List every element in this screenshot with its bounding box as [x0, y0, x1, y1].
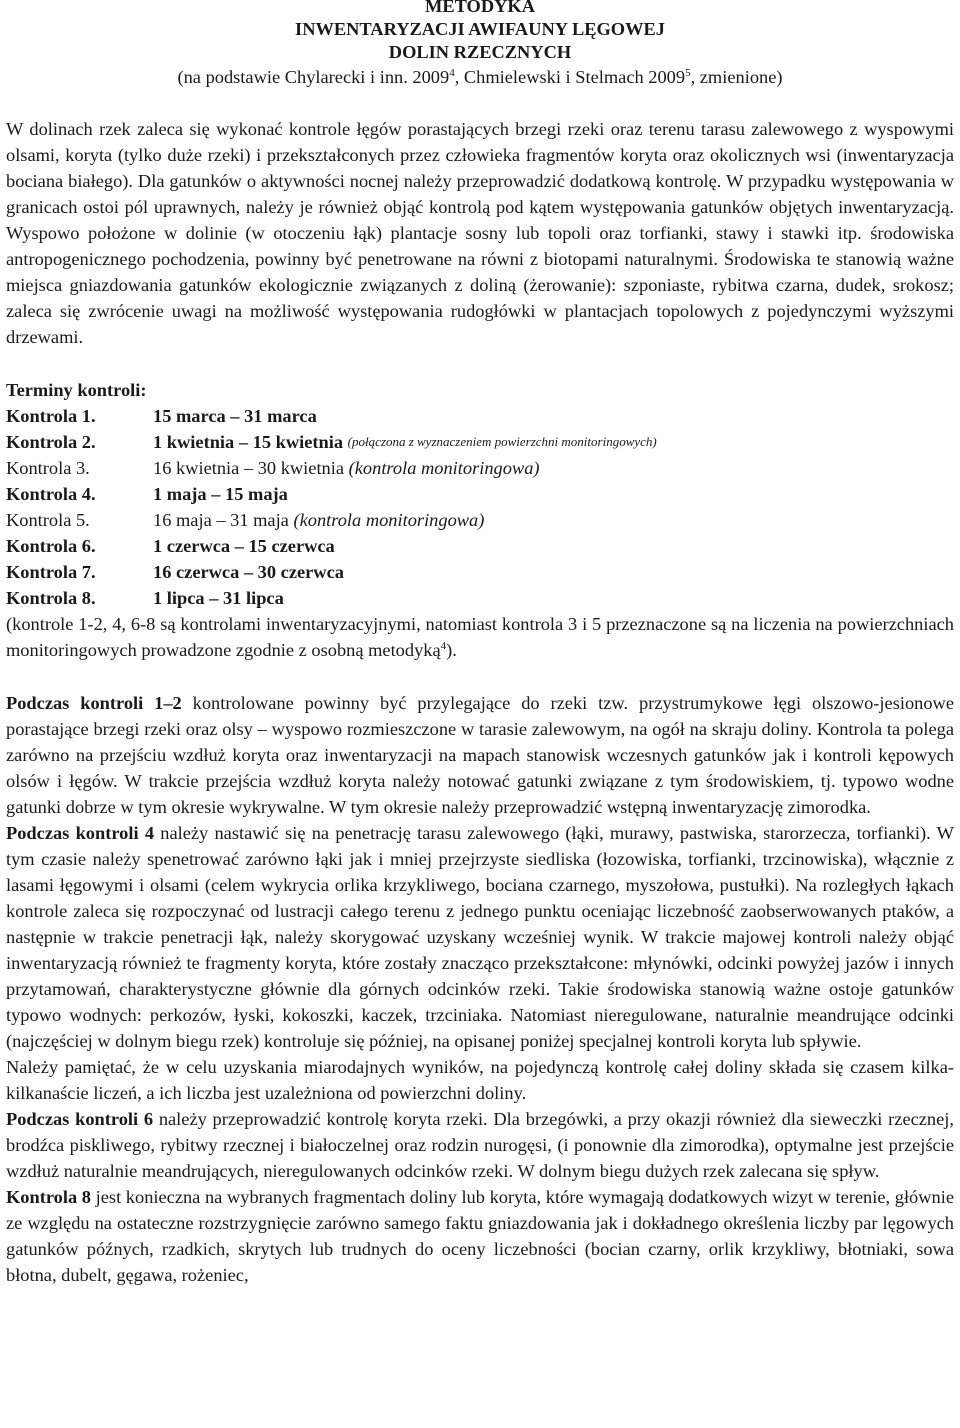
section-lead: Podczas kontroli 6	[6, 1109, 154, 1129]
summary-text: ).	[446, 640, 457, 660]
subtitle-text: (na podstawie Chylarecki i inn. 2009	[177, 67, 450, 87]
control-dates: 15 marca – 31 marca	[153, 406, 317, 426]
control-dates: 1 kwietnia – 15 kwietnia	[153, 432, 344, 452]
control-dates: 1 czerwca – 15 czerwca	[153, 536, 335, 556]
intro-paragraph: W dolinach rzek zaleca się wykonać kontrole łęgów porastających brzegi rzeki oraz terenu tarasu zalewowego z wyspowymi olsami, koryta (tylko duże rzeki) i przekształconych przez człowieka fragmentów koryta oraz okolicznych wsi (inwentaryzacja bociana białego). Dla gatunków o aktywności nocnej należy przeprowadzić dodatkową kontrolę. W przypadku występowania w granicach ostoi pól uprawnych, należy je również objąć kontrolą pod kątem występowania gatunków objętych inwentaryzacją. Wyspowo położone w dolinie (w otoczeniu łąk) plantacje sosny lub topoli oraz torfianki, stawy i stawki itp. środowiska antropogenicznego pochodzenia, powinny być penetrowane na równi z biotopami naturalnymi. Środowiska te stanowią ważne miejsca gniazdowania gatunków ekologicznie związanych z doliną (żerowanie): szponiaste, rybitwa czarna, dudek, srokosz; zaleca się zwrócenie uwagi na możliwość występowania rudogłówki w plantacjach topolowych z pojedynczymi wyższymi drzewami.	[6, 119, 954, 347]
control-label: Kontrola 4.	[6, 484, 96, 504]
control-dates: 16 kwietnia – 30 kwietnia	[153, 458, 345, 478]
section-paragraph	[6, 690, 954, 820]
section-lead: Podczas kontroli 4	[6, 823, 155, 843]
section-paragraph	[6, 1106, 954, 1184]
control-label: Kontrola 8.	[6, 588, 96, 608]
control-label: Kontrola 7.	[6, 562, 96, 582]
control-dates: 1 lipca – 31 lipca	[153, 588, 284, 608]
control-dates: 16 czerwca – 30 czerwca	[153, 562, 344, 582]
control-label: Kontrola 6.	[6, 536, 96, 556]
control-term-row	[6, 559, 954, 585]
terms-summary	[6, 611, 954, 663]
section-lead: Podczas kontroli 1–2	[6, 693, 182, 713]
control-note: (kontrola monitoringowa)	[293, 510, 485, 530]
control-label: Kontrola 3.	[6, 458, 90, 478]
subtitle-text: , Chmielewski i Stelmach 2009	[454, 67, 686, 87]
control-term-row	[6, 585, 954, 611]
title-line: INWENTARYZACJI AWIFAUNY LĘGOWEJ	[295, 19, 665, 39]
title-line: METODYKA	[424, 0, 535, 16]
control-term-row	[6, 481, 954, 507]
section-text: jest konieczna na wybranych fragmentach doliny lub koryta, które wymagają dodatkowych wizyt w terenie, głównie ze względu na ostateczne rozstrzygnięcie zarówno samego faktu gniazdowania jak i dokładnego określenia liczby par lęgowych gatunków późnych, rzadkich, skrytych lub trudnych do oceny liczebności (bocian czarny, orlik krzykliwy, błotniaki, sowa błotna, dubelt, gęgawa, rożeniec,	[6, 1187, 955, 1285]
footnote-ref: 5	[685, 66, 691, 79]
section-paragraph	[6, 820, 954, 1054]
control-term-row	[6, 455, 954, 481]
control-term-row	[6, 507, 954, 533]
section-text: Należy pamiętać, że w celu uzyskania miarodajnych wyników, na pojedynczą kontrolę całej doliny składa się czasem kilka-kilkanaście liczeń, a ich liczba jest uzależniona od powierzchni doliny.	[6, 1057, 954, 1103]
document-subtitle	[6, 64, 954, 90]
control-term-row	[6, 429, 954, 455]
control-label: Kontrola 5.	[6, 510, 90, 530]
terms-list	[6, 403, 954, 611]
title-line: DOLIN RZECZNYCH	[388, 42, 572, 62]
document-title	[6, 0, 954, 64]
footnote-ref: 4	[449, 66, 455, 79]
terms-heading: Terminy kontroli:	[6, 380, 147, 400]
summary-text: (kontrole 1-2, 4, 6-8 są kontrolami inwentaryzacyjnymi, natomiast kontrola 3 i 5 przeznaczone są na liczenia na powierzchniach monitoringowych prowadzone zgodnie z osobną metodyką	[6, 614, 954, 660]
footnote-ref: 4	[440, 639, 447, 652]
section-text: należy przeprowadzić kontrolę koryta rzeki. Dla brzegówki, a przy okazji również dla sieweczki rzecznej, brodźca piskliwego, rybitwy rzecznej i białoczelnej oraz rodzin nurogęsi, (i ponownie dla zimorodka), optymalne jest przejście wzdłuż naturalnie meandrujących, nieregulowanych odcinków rzeki. W dolnym biegu dużych rzek zalecana się spływ.	[6, 1109, 954, 1181]
section-paragraph	[6, 1184, 954, 1288]
section-paragraph	[6, 1054, 954, 1106]
document-page	[6, 0, 954, 1288]
control-term-row	[6, 533, 954, 559]
control-dates: 1 maja – 15 maja	[153, 484, 288, 504]
control-term-row	[6, 403, 954, 429]
sections	[6, 690, 954, 1288]
control-dates: 16 maja – 31 maja	[153, 510, 289, 530]
control-label: Kontrola 2.	[6, 432, 96, 452]
control-note: (połączona z wyznaczeniem powierzchni monitoringowych)	[347, 434, 657, 449]
control-label: Kontrola 1.	[6, 406, 96, 426]
section-text: kontrolowane powinny być przylegające do rzeki tzw. przystrumykowe łęgi olszowo-jesionowe porastające brzegi rzeki oraz olsy – wyspowo rozmieszczone w tarasie zalewowym, na ogół na skraju doliny. Kontrola ta polega zarówno na przejściu wzdłuż koryta oraz inwentaryzacji na mapach stanowisk wczesnych gatunków jak i kontroli kępowych olsów i łęgów. W trakcie przejścia wzdłuż koryta należy notować gatunki związane z tym środowiskiem, tj. typowo wodne gatunki dobrze w tym okresie wykrywalne. W tym okresie należy przeprowadzić wstępną inwentaryzację zimorodka.	[6, 693, 954, 817]
section-lead: Kontrola 8	[6, 1187, 92, 1207]
control-note: (kontrola monitoringowa)	[348, 458, 540, 478]
section-text: należy nastawić się na penetrację tarasu zalewowego (łąki, murawy, pastwiska, starorzecza, torfianki). W tym czasie należy spenetrować zarówno łąki jak i mniej przejrzyste siedliska (łozowiska, torfianki, trzcinowiska), włącznie z lasami łęgowymi i olsami (celem wykrycia orlika krzykliwego, bociana czarnego, myszołowa, pustułki). Na rozległych łąkach kontrole zaleca się rozpoczynać od lustracji całego terenu z jednego punktu oceniając liczebność zaobserwowanych ptaków, a następnie w trakcie penetracji łąk, należy skorygować uzyskany wcześniej wynik. W trakcie majowej kontroli należy objąć inwentaryzacją również te fragmenty koryta, które zostały znacząco przekształcone: młynówki, odcinki powyżej jazów i innych przytamowań, charakterystyczne głównie dla górnych odcinków rzeki. Takie środowiska stanowią ważne ostoje gatunków typowo wodnych: perkozów, łyski, kokoszki, kaczek, trzciniaka. Natomiast nieregulowane, naturalnie meandrujące odcinki (najczęściej w dolnym biegu rzek) kontroluje się później, na opisanej poniżej specjalnej kontroli koryta lub spływie.	[6, 823, 955, 1051]
subtitle-text: , zmienione)	[690, 67, 783, 87]
